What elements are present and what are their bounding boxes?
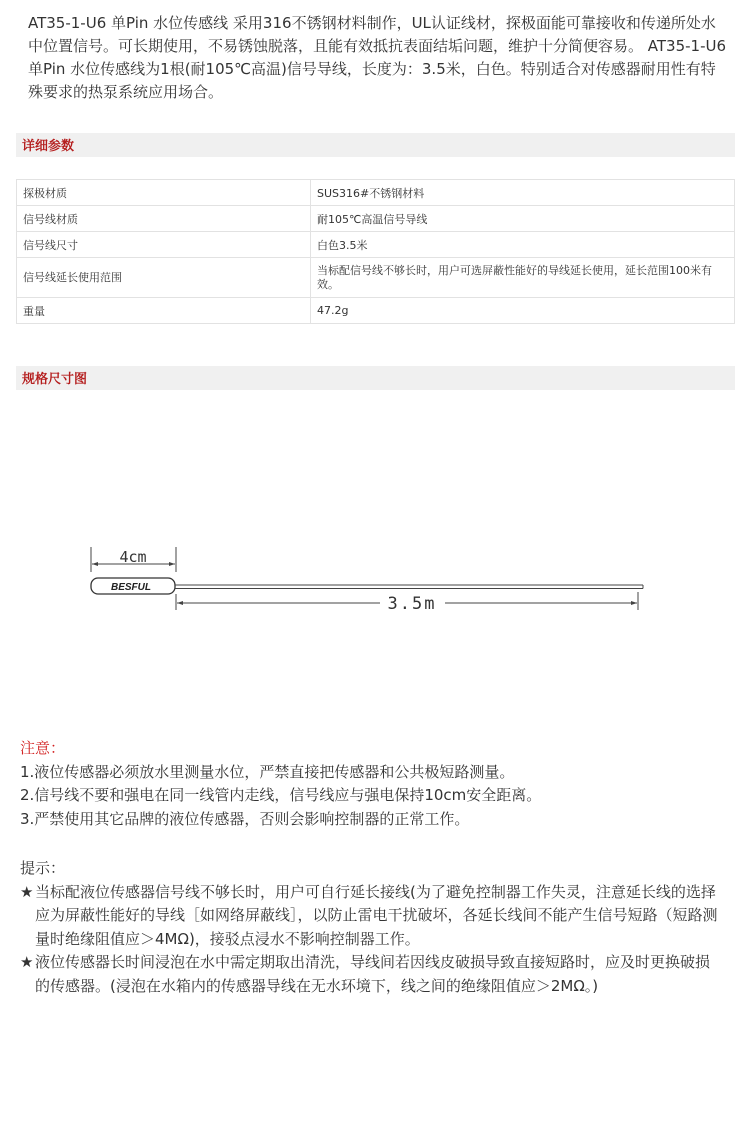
arrow-icon [177,601,183,605]
note-item: 1.液位传感器必须放水里测量水位，严禁直接把传感器和公共极短路测量。 [20,762,515,781]
param-value: SUS316#不锈钢材料 [311,180,735,206]
table-row [17,206,735,232]
spec-section-header [16,366,735,390]
param-value: 当标配信号线不够长时，用户可选屏蔽性能好的导线延长使用，延长范围100米有效。 [311,258,735,298]
table-row [17,180,735,206]
tip-item [20,881,720,952]
table-row [17,298,735,324]
param-value: 白色3.5米 [311,232,735,258]
tips-section [20,857,720,998]
param-value: 47.2g [311,298,735,324]
arrow-icon [92,562,98,566]
param-key: 探极材质 [17,180,311,206]
tip-text: 当标配液位传感器信号线不够长时，用户可自行延长接线(为了避免控制器工作失灵，注意延长线的选择应为屏蔽性能好的导线［如网络屏蔽线］，以防止雷电干扰破坏，各延长线间不能产生信号短路（短路测量时绝缘阻值应＞4MΩ)，接驳点浸水不影响控制器工作。 [35,882,718,948]
arrow-icon [631,601,637,605]
param-key: 信号线尺寸 [17,232,311,258]
probe-brand-label: BESFUL [111,582,151,593]
product-intro: AT35-1-U6 单Pin 水位传感线 采用316不锈钢材料制作，UL认证线材，探极面能可靠接收和传递所处水中位置信号。可长期使用，不易锈蚀脱落，且能有效抵抗表面结垢问题，维护十分简便容易。 AT35-1-U6 单Pin 水位传感线为1根(耐105℃高温)信号导线，长度为：3.5米，白色。特别适合对传感器耐用性有特殊要求的热泵系统应用场合。 [28,14,727,101]
table-row [17,258,735,298]
param-value: 耐105℃高温信号导线 [311,206,735,232]
tips-title: 提示： [20,859,66,877]
tip-text: 液位传感器长时间浸泡在水中需定期取出清洗，导线间若因线皮破损导致直接短路时，应及时更换破损的传感器。(浸泡在水箱内的传感器导线在无水环境下，线之间的绝缘阻值应＞2MΩ。) [35,953,711,995]
param-key: 重量 [17,298,311,324]
note-item: 3.严禁使用其它品牌的液位传感器，否则会影响控制器的正常工作。 [20,809,470,828]
params-section-title: 详细参数 [22,139,75,154]
cable-length-label: 3.5m [387,594,437,614]
star-icon: ★ [20,882,34,901]
params-table [16,179,735,324]
probe-length-label: 4cm [119,548,147,566]
tip-item [20,951,720,998]
spec-section-title: 规格尺寸图 [22,372,88,387]
star-icon: ★ [20,953,34,971]
dimension-diagram [0,530,750,630]
param-key: 信号线材质 [17,206,311,232]
param-key: 信号线延长使用范围 [17,258,311,298]
note-item: 2.信号线不要和强电在同一线管内走线，信号线应与强电保持10cm安全距离。 [20,786,542,804]
table-row [17,232,735,258]
params-section-header [16,133,735,157]
notes-section [20,737,730,831]
arrow-icon [169,562,175,566]
notes-title: 注意： [20,739,66,757]
